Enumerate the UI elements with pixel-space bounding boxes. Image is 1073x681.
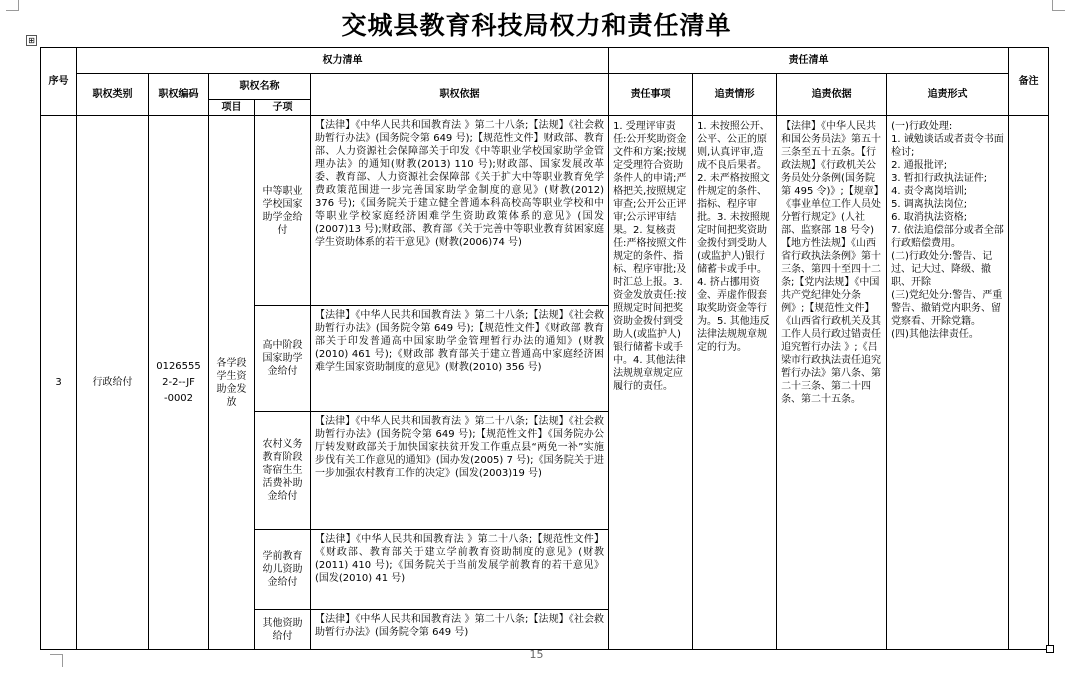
pursuit-form-line: 3. 暂扣行政执法证件;: [891, 173, 988, 184]
header-seq: 序号: [41, 48, 77, 116]
header-responsibility-list: 责任清单: [609, 48, 1009, 74]
table-resize-handle[interactable]: [1046, 645, 1054, 653]
cell-category: 行政给付: [77, 116, 149, 650]
cell-subitem: 中等职业学校国家助学金给付: [255, 116, 311, 306]
cell-subitem: 其他资助给付: [255, 610, 311, 650]
cell-subitem: 学前教育幼儿资助金给付: [255, 530, 311, 610]
cell-subitem: 农村义务教育阶段寄宿生生活费补助金给付: [255, 412, 311, 530]
pursuit-form-line: 5. 调离执法岗位;: [891, 199, 968, 210]
pursuit-form-line: (二)行政处分:警告、记过、记大过、降级、撤职、开除: [891, 251, 993, 288]
table-row: [41, 116, 1049, 306]
cell-basis: 【法律】《中华人民共和国教育法 》第二十八条;【法规】《社会救助暂行办法》(国务院令第 649 号);【规范性文件】财政部、教育部、人力资源社会保障部关于印发《中等职业学校国家助学金管理办法》的通知(财教(2013) 110 号);财政部、国家发展改革委、教育部、人力资源社会保障部《关于扩大中等职业教育免学费政策范围进一步完善国家助学金制度的意见》(财教(2012) 376 号);《国务院关于建立健全普通本科高校高等职业学校和中等职业学校家庭经济困难学生资助政策体系的意见》(国发(2007)13 号);财政部、教育部《关于完善中等职业教育贫困家庭学生资助体系的若干意见》(财教(2006)74 号): [311, 116, 609, 306]
header-power-list: 权力清单: [77, 48, 609, 74]
page-number: 15: [529, 648, 544, 661]
header-pursuit-form: 追责形式: [887, 74, 1009, 116]
pursuit-form-list: [891, 120, 1004, 341]
cell-basis: 【法律】《中华人民共和国教育法 》第二十八条;【法规】《社会救助暂行办法》(国务院令第 649 号);【规范性文件】《财政部 教育部关于印发普通高中国家助学金管理暂行办法的通知》(财教(2010) 461 号);《财政部 教育部关于建立普通高中家庭经济困难学生国家资助制度的意见》(财教(2010) 356 号): [311, 306, 609, 412]
header-item: 项目: [209, 100, 255, 116]
pursuit-form-line: (四)其他法律责任。: [891, 329, 979, 340]
pursuit-form-line: 4. 责令离岗培训;: [891, 186, 968, 197]
cell-subitem: 高中阶段国家助学金给付: [255, 306, 311, 412]
cell-basis: 【法律】《中华人民共和国教育法 》第二十八条;【法规】《社会救助暂行办法》(国务院令第 649 号): [311, 610, 609, 650]
pursuit-form-line: 7. 依法追偿部分或者全部行政赔偿费用。: [891, 225, 1004, 249]
header-name: 职权名称: [209, 74, 311, 100]
pursuit-form-line: 1. 诫勉谈话或者责令书面检讨;: [891, 134, 1004, 158]
header-subitem: 子项: [255, 100, 311, 116]
header-situation: 追责情形: [693, 74, 777, 116]
pursuit-form-line: (一)行政处理:: [891, 121, 953, 132]
header-pursuit-basis: 追责依据: [777, 74, 887, 116]
cell-code: 0126555 2-2--JF -0002: [149, 116, 209, 650]
pursuit-form-line: (三)党纪处分:警告、严重警告、撤销党内职务、留党察看、开除党籍。: [891, 290, 1003, 327]
cell-remarks: [1009, 116, 1049, 650]
cell-situation: 1. 未按照公开、公平、公正的原则,认真评审,造成不良后果者。2. 未严格按照文件规定的条件、指标、程序审批。3. 未按照规定时间把奖资助金拨付到受助人(或监护人)银行储蓄卡或手中。4. 挤占挪用资金、弄虚作假套取奖助资金等行为。5. 其他违反法律法规规章规定的行为。: [693, 116, 777, 650]
header-duty: 责任事项: [609, 74, 693, 116]
pursuit-form-line: 2. 通报批评;: [891, 160, 948, 171]
cell-pursuit-form: [887, 116, 1009, 650]
table-move-handle-icon[interactable]: ⊞: [26, 35, 37, 46]
header-basis: 职权依据: [311, 74, 609, 116]
pursuit-form-line: 6. 取消执法资格;: [891, 212, 968, 223]
cell-seq: 3: [41, 116, 77, 650]
cell-item: 各学段学生资助金发放: [209, 116, 255, 650]
cell-basis: 【法律】《中华人民共和国教育法 》第二十八条;【法规】《社会救助暂行办法》(国务院令第 649 号);【规范性文件】《国务院办公厅转发财政部关于加快国家扶贫开发工作重点县“两免一补”实施步伐有关工作意见的通知》(国办发(2005) 7 号);《国务院关于进一步加强农村教育工作的决定》(国发(2003)19 号): [311, 412, 609, 530]
document-title: 交城县教育科技局权力和责任清单: [341, 11, 732, 40]
header-category: 职权类别: [77, 74, 149, 116]
power-responsibility-table: [40, 47, 1049, 650]
header-code: 职权编码: [149, 74, 209, 116]
cell-basis: 【法律】《中华人民共和国教育法 》第二十八条;【规范性文件】《财政部、教育部关于建立学前教育资助制度的意见》(财教(2011) 410 号);《国务院关于当前发展学前教育的若干意见》(国发(2010) 41 号): [311, 530, 609, 610]
cell-duty: 1. 受理评审责任:公开奖助资金文件和方案;按规定受理符合资助条件人的申请;严格把关,按照规定审查;公开公正评审;公示评审结果。2. 复核责任:严格按照文件规定的条件、指标、程序审批;及时汇总上报。3. 资金发放责任:按照规定时间把奖资助金拨付到受助人(或监护人)银行储蓄卡或手中。4. 其他法律法规规章规定应履行的责任。: [609, 116, 693, 650]
header-remarks: 备注: [1009, 48, 1049, 116]
cell-pursuit-basis: 【法律】《中华人民共和国公务员法》第五十三条至五十五条。【行政法规】《行政机关公务员处分条例(国务院第 495 令)》;【规章】《事业单位工作人员处分暂行规定》(人社部、监察部 18 号令)【地方性法规】《山西省行政执法条例》第十三条、第四十至四十二条;【党内法规】《中国共产党纪律处分条例》;【规范性文件】《山西省行政机关及其工作人员行政过错责任追究暂行办法 》;《吕梁市行政执法责任追究暂行办法》第八条、第二十三条、第二十四条、第二十五条。: [777, 116, 887, 650]
